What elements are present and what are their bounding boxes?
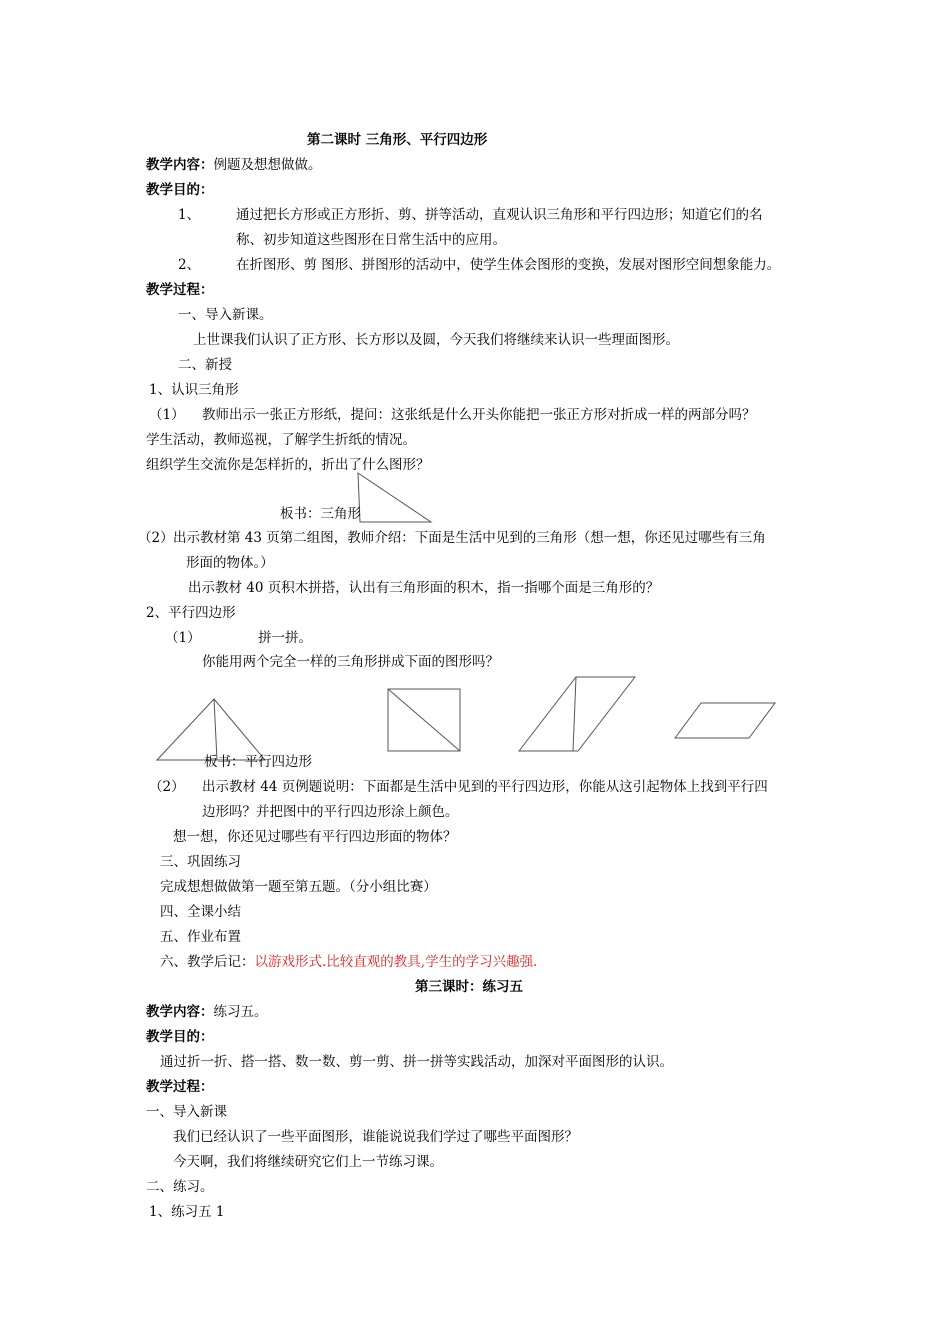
lesson3-intro-line2: 今天啊，我们将继续研究它们上一节练习课。 <box>173 1154 443 1170</box>
s1-p1-text: 教师出示一张正方形纸，提问：这张纸是什么开头你能把一张正方形对折成一样的两部分吗？ <box>202 407 756 423</box>
s2-p2-line2: 边形吗？并把图中的平行四边形涂上颜色。 <box>202 804 459 820</box>
s1-p1-number: （1） <box>149 407 185 423</box>
content-label: 教学内容： <box>146 157 214 173</box>
s1-p2-number: （2） <box>138 530 174 546</box>
goal-1-line2: 称、初步知道这些图形在日常生活中的应用。 <box>236 232 506 248</box>
board-parallelogram: 板书：平行四边形 <box>204 754 312 770</box>
s1-p2-blocks: 出示教材 40 页积木拼搭，认出有三角形面的积木，指一指哪个面是三角形的？ <box>188 580 660 596</box>
s2-p2-number: （2） <box>149 779 185 795</box>
lesson2-goal-label: 教学目的： <box>146 182 214 198</box>
goal-1-line1: 通过把长方形或正方形折、剪、拼等活动，直观认识三角形和平行四边形；知道它们的名 <box>236 207 763 223</box>
homework-heading: 五、作业布置 <box>160 929 241 945</box>
lesson3-intro-heading: 一、导入新课 <box>146 1104 227 1120</box>
small-parallelogram-outline <box>675 703 775 738</box>
lesson3-content-row <box>146 1003 268 1021</box>
lesson2-content-row <box>146 156 322 174</box>
s2-p1-text: 拼一拼。 <box>258 630 312 646</box>
s2-p1-number: （1） <box>165 630 201 646</box>
parallelogram-pair-figure <box>515 672 640 757</box>
lesson3-intro-line1: 我们已经认识了一些平面图形，谁能说说我们学过了哪些平面图形？ <box>173 1129 578 1145</box>
triangle-shape <box>358 473 431 522</box>
lesson3-practice-heading: 二、练习。 <box>146 1179 214 1195</box>
s2-question: 你能用两个完全一样的三角形拼成下面的图形吗？ <box>202 654 499 670</box>
reflection-text: 以游戏形式.比较直观的教具,学生的学习兴趣强. <box>254 954 538 970</box>
lesson3-goal-label: 教学目的： <box>146 1029 214 1045</box>
parallelogram-split-line <box>573 677 576 751</box>
section1-heading: 1、认识三角形 <box>149 382 239 398</box>
lesson3-practice-item: 1、练习五 1 <box>149 1204 225 1220</box>
consolidate-text: 完成想想做做第一题至第五题。（分小组比赛） <box>160 879 437 895</box>
goal-2-number: 2、 <box>178 257 201 273</box>
s2-think: 想一想，你还见过哪些有平行四边形面的物体？ <box>173 829 457 845</box>
lesson3-title: 第三课时：练习五 <box>415 979 523 995</box>
intro-text: 上世课我们认识了正方形、长方形以及圆，今天我们将继续来认识一些理面图形。 <box>193 332 679 348</box>
lesson2-process-label: 教学过程： <box>146 282 214 298</box>
goal-1-number: 1、 <box>178 207 201 223</box>
consolidate-heading: 三、巩固练习 <box>160 854 241 870</box>
s1-exchange: 组织学生交流你是怎样折的，折出了什么图形？ <box>146 457 430 473</box>
intro-heading: 一、导入新课。 <box>178 307 273 323</box>
content-text: 例题及想想做做。 <box>213 157 322 173</box>
s1-p2-line2: 形面的物体。） <box>186 555 274 571</box>
lesson2-title: 第二课时 三角形、平行四边形 <box>307 132 488 148</box>
lesson3-content-label: 教学内容： <box>146 1004 214 1020</box>
s1-p2-line1: 出示教材第 43 页第二组图，教师介绍：下面是生活中见到的三角形（想一想，你还见过哪些有三角 <box>173 530 766 546</box>
large-triangle-outline <box>157 699 265 760</box>
triangle-split-line <box>214 699 217 760</box>
summary-heading: 四、全课小结 <box>160 904 241 920</box>
s1-activity: 学生活动，教师巡视，了解学生折纸的情况。 <box>146 432 416 448</box>
lesson3-process-label: 教学过程： <box>146 1079 214 1095</box>
parallelogram-outline <box>519 677 635 751</box>
lesson3-content-text: 练习五。 <box>213 1004 268 1020</box>
reflection-row <box>160 953 537 971</box>
small-parallelogram-figure <box>672 700 782 742</box>
section2-heading: 2、平行四边形 <box>146 605 236 621</box>
reflection-label: 六、教学后记： <box>160 954 255 970</box>
lesson3-goal-text: 通过折一折、搭一搭、数一数、剪一剪、拼一拼等实践活动，加深对平面图形的认识。 <box>160 1054 673 1070</box>
goal-2-line1: 在折图形、剪 图形、拼图形的活动中，使学生体会图形的变换，发展对图形空间想象能力。 <box>236 257 781 273</box>
new-heading: 二、新授 <box>178 357 232 373</box>
square-figure <box>385 686 465 756</box>
triangle-figure <box>355 471 435 526</box>
board-triangle: 板书：三角形 <box>280 506 361 522</box>
square-diagonal <box>388 689 460 751</box>
s2-p2-line1: 出示教材 44 页例题说明：下面都是生活中见到的平行四边形，你能从这引起物体上找到平行四 <box>202 779 768 795</box>
